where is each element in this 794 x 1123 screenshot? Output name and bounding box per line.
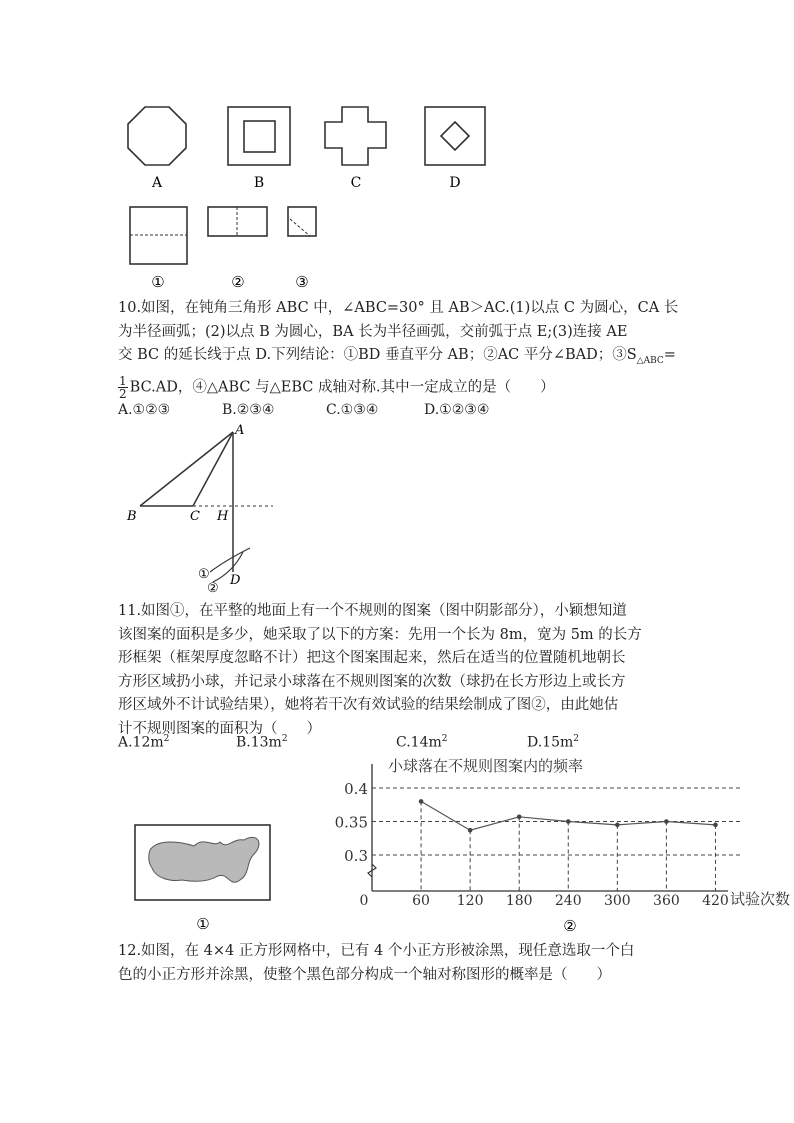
q11-option-a[interactable]: $A.12m^2$ <box>118 734 170 751</box>
q10-option-a[interactable]: A.①②③ <box>118 402 171 418</box>
data-point-3 <box>566 819 571 824</box>
y-tick-label-2: 0.4 <box>344 780 368 798</box>
x-tick-label-3: 240 <box>554 893 582 909</box>
x-tick-label-0: 60 <box>412 893 430 909</box>
q11-line-3: 形框架（框架厚度忽略不计）把这个图案围起来，然后在适当的位置随机地朝长 <box>118 650 626 666</box>
q11-figure-1 <box>132 822 277 937</box>
q11-line-2: 该图案的面积是多少，她采取了以下的方案：先用一个长为 8m，宽为 5m 的长方 <box>118 626 642 643</box>
shape-label-d: D <box>449 175 461 191</box>
arc-label-2: ② <box>207 581 219 596</box>
fig1-label: ① <box>196 915 210 933</box>
step-label-1: ① <box>151 273 165 290</box>
x-tick-label-2: 180 <box>505 893 533 909</box>
data-point-5 <box>664 819 669 824</box>
fold-step-3 <box>288 207 316 236</box>
data-point-4 <box>615 823 620 828</box>
shape-d-square <box>425 107 485 165</box>
series-line <box>421 801 715 830</box>
data-point-0 <box>419 799 424 804</box>
q10-line-4: $\frac{1}{2}$ BC.AD，④△ABC 与△EBC 成轴对称.其中一定成立的是（ ） <box>119 374 555 402</box>
q9-figure <box>118 95 498 290</box>
step-label-3: ③ <box>295 273 309 290</box>
q11-line-4: 方形区域扔小球，并记录小球落在不规则图案的次数（球扔在长方形边上或长方 <box>118 673 626 690</box>
origin-label: 0 <box>359 893 369 909</box>
q10-line-1: 10.如图，在钝角三角形 ABC 中，∠ABC=30° 且 AB＞AC.(1)以点 C 为圆心，CA 长 <box>118 300 679 316</box>
shape-d-diamond <box>441 122 469 150</box>
q10-triangle-figure <box>118 422 288 597</box>
q12-line-1: 12.如图，在 4×4 正方形网格中，已有 4 个小正方形被涂黑，现任意选取一个白 <box>118 943 635 959</box>
q10-option-b[interactable]: B.②③④ <box>222 402 275 418</box>
data-point-1 <box>468 828 473 833</box>
irregular-pattern <box>149 837 259 882</box>
question-11 <box>118 600 718 741</box>
x-tick-label-1: 120 <box>456 893 484 909</box>
data-point-2 <box>517 815 522 820</box>
q10-option-d[interactable]: D.①②③④ <box>424 402 490 418</box>
arc-label-1: ① <box>198 567 210 582</box>
fold-step-2 <box>208 207 267 236</box>
step-label-2: ② <box>231 273 245 290</box>
chart-x-axis-label: 试验次数 <box>730 890 791 908</box>
q11-line-5: 形区域外不计试验结果），她将若干次有效试验的结果绘制成了图②，由此她估 <box>118 697 619 713</box>
q12-line-2: 色的小正方形并涂黑，使整个黑色部分构成一个轴对称图形的概率是（ ） <box>118 966 611 983</box>
x-tick-label-6: 420 <box>702 893 729 909</box>
q11-option-c[interactable]: $C.14m^2$ <box>396 734 448 751</box>
shape-label-c: C <box>350 175 362 191</box>
x-tick-label-5: 360 <box>653 893 680 909</box>
x-tick-label-4: 300 <box>603 893 631 909</box>
shape-label-b: B <box>253 175 265 191</box>
q10-line-2: 为半径画弧；(2)以点 B 为圆心，BA 长为半径画弧，交前弧于点 E;(3)连接 AE <box>118 323 628 340</box>
q10-option-c[interactable]: C.①③④ <box>326 402 379 418</box>
point-label-b: B <box>127 509 137 524</box>
y-tick-label-0: 0.3 <box>344 847 368 865</box>
frequency-line-chart <box>330 752 794 937</box>
fraction-one-half: $\frac{1}{2}$ <box>119 374 127 402</box>
point-label-h: H <box>217 509 229 524</box>
question-12 <box>118 940 718 987</box>
q11-option-b[interactable]: $B.13m^2$ <box>236 734 288 751</box>
y-tick-label-1: 0.35 <box>334 813 368 832</box>
shape-a-octagon <box>128 107 186 165</box>
q11-option-d[interactable]: $D.15m^2$ <box>527 734 579 751</box>
point-label-c: C <box>190 509 200 524</box>
shape-b-square <box>228 107 290 165</box>
shape-b-inner-square <box>244 121 275 152</box>
q11-line-1: 11.如图①，在平整的地面上有一个不规则的图案（图中阴影部分），小颖想知道 <box>118 603 627 619</box>
chart-title: 小球落在不规则图案内的频率 <box>388 757 584 775</box>
question-10 <box>118 297 718 400</box>
fig2-label: ② <box>563 917 577 935</box>
data-point-6 <box>713 823 718 828</box>
fold-step-1 <box>130 207 187 264</box>
point-label-d: D <box>230 573 241 588</box>
point-label-a: A <box>235 423 245 438</box>
shape-label-a: A <box>151 175 163 191</box>
q11-line-6: 计不规则图案的面积为（ ） <box>118 720 321 737</box>
q10-line-3: 交 BC 的延长线于点 D.下列结论：①BD 垂直平分 AB；②AC 平分∠BAD；$③S_{\triangle ABC}=$ <box>118 347 676 366</box>
shape-c-cross <box>325 107 386 165</box>
